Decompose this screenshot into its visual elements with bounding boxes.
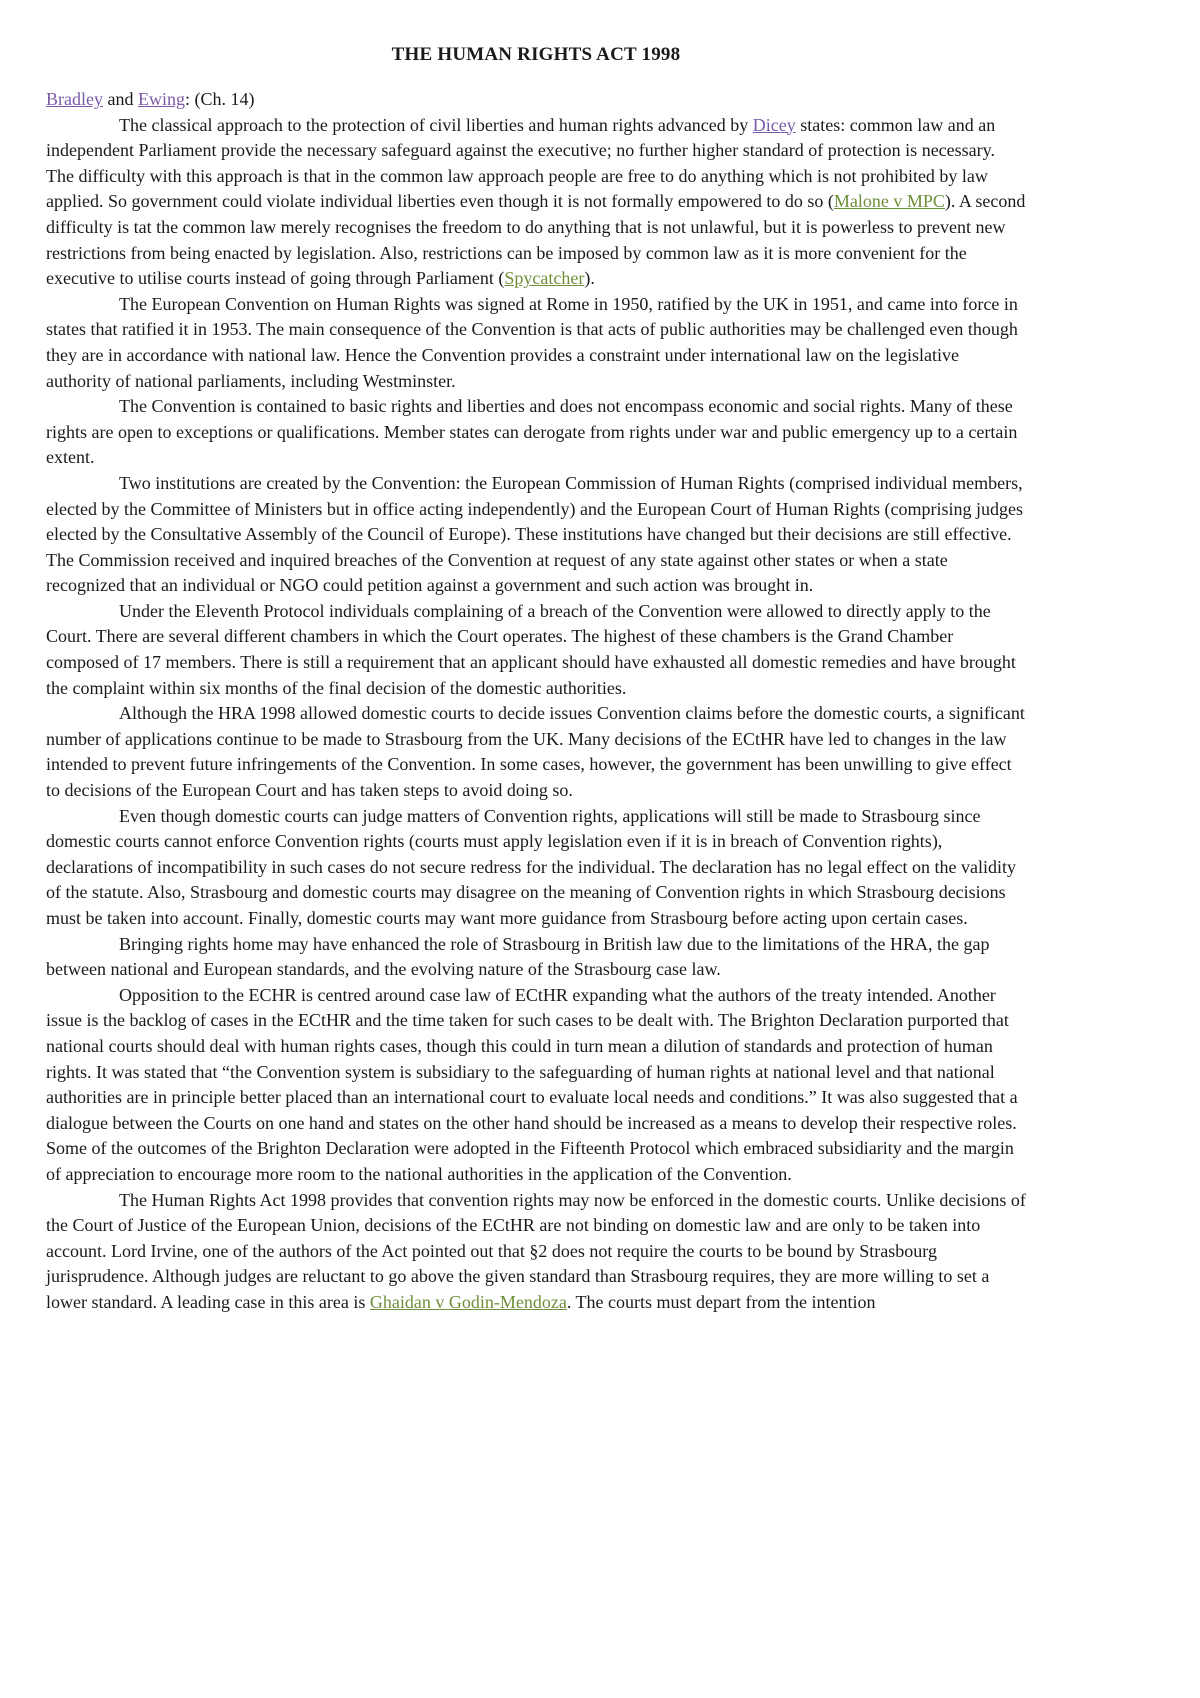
- link-spycatcher[interactable]: Spycatcher: [504, 268, 585, 289]
- reference-chapter: : (Ch. 14): [184, 89, 255, 109]
- reference-and: and: [102, 89, 138, 109]
- paragraph-text: The classical approach to the protection of civil liberties and human rights advanced by: [119, 114, 753, 135]
- link-dicey[interactable]: Dicey: [752, 114, 796, 135]
- link-bradley[interactable]: Bradley: [46, 89, 103, 109]
- paragraph-echr-signed: The European Convention on Human Rights was signed at Rome in 1950, ratified by the UK in 1951, and came into force in states that ratified it in 1953. The main consequence of the Convention is that acts of public authorities may be challenged even though they are in accordance with national law. Hence the Convention provides a constraint under international law on the legislative authority of national parliaments, including Westminster.: [46, 293, 1018, 391]
- paragraph-hra-enforcement: [46, 1188, 1026, 1316]
- paragraph-text: The Human Rights Act 1998 provides that convention rights may now be enforced in the domestic courts. Unlike decisions of the Court of Justice of the European Union, decisions of the ECtHR are not binding on domestic law and are only to be taken into account. Lord Irvine, one of the authors of the Act pointed out that §2 does not require the courts to be bound by Strasbourg jurisprudence. Although judges are reluctant to go above the given standard than Strasbourg requires, they are more willing to set a lower standard. A leading case in this area is: [46, 1189, 1026, 1312]
- document-page: [46, 44, 1026, 1316]
- link-malone-v-mpc[interactable]: Malone v MPC: [833, 191, 945, 212]
- link-ewing[interactable]: Ewing: [137, 89, 185, 109]
- paragraph-bringing-rights-home: Bringing rights home may have enhanced the role of Strasbourg in British law due to the limitations of the HRA, the gap between national and European standards, and the evolving nature of the Strasbourg case law.: [46, 933, 990, 980]
- paragraph-hra-applications: Although the HRA 1998 allowed domestic courts to decide issues Convention claims before the domestic courts, a significant number of applications continue to be made to Strasbourg from the UK. Many decisions of the ECtHR have led to changes in the law intended to prevent future infringements of the Convention. In some cases, however, the government has been unwilling to give effect to decisions of the European Court and has taken steps to avoid doing so.: [46, 703, 1025, 801]
- paragraph-eleventh-protocol: Under the Eleventh Protocol individuals complaining of a breach of the Convention were allowed to directly apply to the Court. There are several different chambers in which the Court operates. The highest of these chambers is the Grand Chamber composed of 17 members. There is still a requirement that an applicant should have exhausted all domestic remedies and have brought the complaint within six months of the final decision of the domestic authorities.: [46, 600, 1016, 698]
- paragraph-two-institutions: Two institutions are created by the Convention: the European Commission of Human Rights (comprised individual members, elected by the Committee of Ministers but in office acting independently) and the European Court of Human Rights (comprising judges elected by the Consultative Assembly of the Council of Europe). These institutions have changed but their decisions are still effective. The Commission received and inquired breaches of the Convention at request of any state against other states or when a state recognized that an individual or NGO could petition against a government and such action was brought in.: [46, 472, 1023, 596]
- paragraph-opposition-echr: Opposition to the ECHR is centred around case law of ECtHR expanding what the authors of the treaty intended. Another issue is the backlog of cases in the ECtHR and the time taken for such cases to be dealt with. The Brighton Declaration purported that national courts should deal with human rights cases, though this could in turn mean a dilution of standards and protection of human rights. It was stated that “the Convention system is subsidiary to the safeguarding of human rights at national level and that national authorities are in principle better placed than an international court to evaluate local needs and conditions.” It was also suggested that a dialogue between the Courts on one hand and states on the other hand should be increased as a means to develop their respective roles. Some of the outcomes of the Brighton Declaration were adopted in the Fifteenth Protocol which embraced subsidiarity and the margin of appreciation to encourage more room to the national authorities in the application of the Convention.: [46, 984, 1018, 1184]
- paragraph-text: states: common law and an independent Parliament provide the necessary safeguard against the executive; no further higher standard of protection is necessary. The difficulty with this approach is that in the common law approach people are free to do anything which is not prohibited by law applied. So government could violate individual liberties even though it is not formally empowered to do so (: [46, 114, 996, 212]
- document-body: [46, 87, 1026, 1316]
- link-ghaidan-v-godin-mendoza[interactable]: Ghaidan v Godin-Mendoza: [369, 1291, 567, 1312]
- paragraph-domestic-courts: Even though domestic courts can judge matters of Convention rights, applications will still be made to Strasbourg since domestic courts cannot enforce Convention rights (courts must apply legislation even if it is in breach of Convention rights), declarations of incompatibility in such cases do not secure redress for the individual. The declaration has no legal effect on the validity of the statute. Also, Strasbourg and domestic courts may disagree on the meaning of Convention rights in which Strasbourg decisions must be taken into account. Finally, domestic courts may want more guidance from Strasbourg before acting upon certain cases.: [46, 805, 1017, 928]
- paragraph-basic-rights: The Convention is contained to basic rights and liberties and does not encompass economic and social rights. Many of these rights are open to exceptions or qualifications. Member states can derogate from rights under war and public emergency up to a certain extent.: [46, 396, 1018, 468]
- paragraph-classical-approach: [46, 113, 1026, 292]
- document-title: THE HUMAN RIGHTS ACT 1998: [391, 44, 681, 65]
- reference-line: [46, 87, 1026, 113]
- paragraph-text: ).: [584, 268, 595, 289]
- paragraph-text: . The courts must depart from the intention: [566, 1291, 876, 1312]
- paragraph-text: ). A second difficulty is tat the common law merely recognises the freedom to do anything that is not unlawful, but it is powerless to prevent new restrictions from being enacted by legislation. Also, restrictions can be imposed by common law as it is more convenient for the executive to utilise courts instead of going through Parliament (: [46, 191, 1026, 289]
